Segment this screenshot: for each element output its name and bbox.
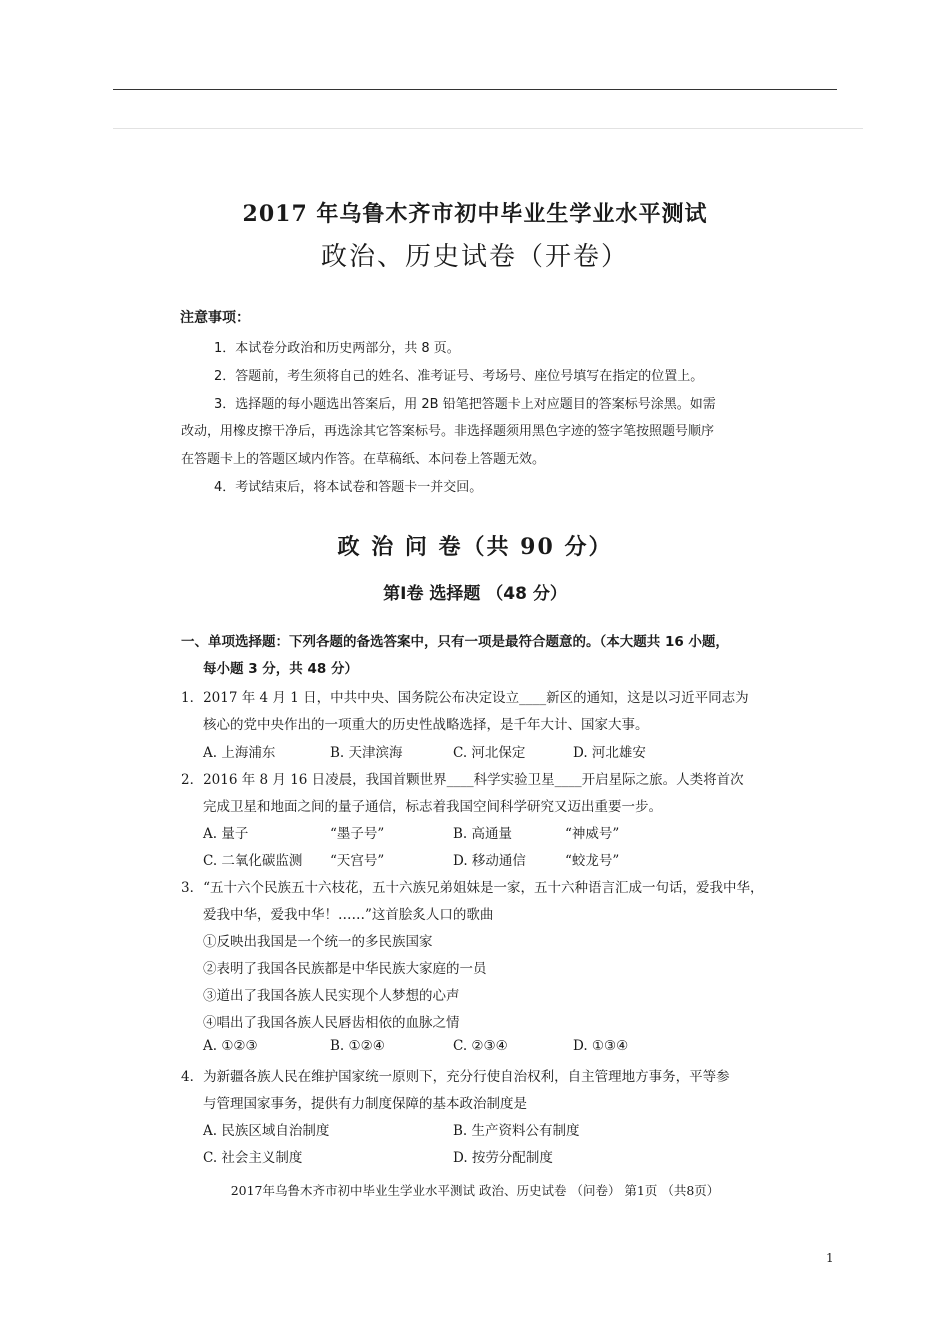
q2-option-c-field: C. 二氧化碳监测: [203, 853, 303, 869]
section-subtitle: 第Ⅰ卷 选择题 （48 分）: [383, 584, 567, 604]
notice-item-3-line1: 3．选择题的每小题选出答案后，用 2B 铅笔把答题卡上对应题目的答案标号涂黑。如需: [214, 397, 716, 412]
page-number: 1: [826, 1251, 834, 1265]
page-footer: 2017年乌鲁木齐市初中毕业生学业水平测试 政治、历史试卷 （问卷） 第1页 （共8页）: [230, 1183, 720, 1198]
q1-line2: 核心的党中央作出的一项重大的历史性战略选择，是千年大计、国家大事。: [203, 717, 649, 733]
q3-option-c: C. ②③④: [453, 1038, 508, 1054]
q4-option-b: B. 生产资料公有制度: [453, 1123, 580, 1139]
q1-option-d: D. 河北雄安: [573, 745, 646, 761]
exam-subtitle: 政治、历史试卷（开卷）: [320, 242, 629, 272]
q3-line1: 3．“五十六个民族五十六枝花，五十六族兄弟姐妹是一家，五十六种语言汇成一句话，爱我中华，: [181, 880, 764, 896]
q3-line2: 爱我中华，爱我中华！……”这首脍炙人口的歌曲: [203, 907, 494, 923]
notice-item-4: 4．考试结束后，将本试卷和答题卡一并交回。: [214, 480, 483, 495]
q3-option-a: A. ①②③: [203, 1038, 258, 1054]
q2-option-b-field: B. 高通量: [453, 826, 513, 842]
q4-line2: 与管理国家事务，提供有力制度保障的基本政治制度是: [203, 1096, 527, 1112]
instruction-line2: 每小题 3 分，共 48 分）: [203, 661, 358, 677]
q2-option-c-satellite: “天宫号”: [330, 853, 385, 869]
q3-statement-1: ①反映出我国是一个统一的多民族国家: [203, 934, 433, 950]
top-rule: [113, 89, 837, 90]
q1-option-b: B. 天津滨海: [330, 745, 403, 761]
q2-option-d-field: D. 移动通信: [453, 853, 526, 869]
notice-heading: 注意事项：: [180, 310, 250, 326]
exam-title: 2017 年乌鲁木齐市初中毕业生学业水平测试: [242, 201, 708, 227]
q4-line1: 4．为新疆各族人民在维护国家统一原则下，充分行使自治权利，自主管理地方事务，平等参: [181, 1069, 730, 1085]
q3-statement-4: ④唱出了我国各族人民唇齿相依的血脉之情: [203, 1015, 460, 1031]
q2-option-a-field: A. 量子: [203, 826, 249, 842]
q1-option-a: A. 上海浦东: [203, 745, 276, 761]
notice-item-3-line3: 在答题卡上的答题区域内作答。在草稿纸、本问卷上答题无效。: [181, 452, 546, 467]
q4-option-c: C. 社会主义制度: [203, 1150, 303, 1166]
q2-option-b-satellite: “神威号”: [565, 826, 620, 842]
q3-option-b: B. ①②④: [330, 1038, 385, 1054]
q2-option-d-satellite: “蛟龙号”: [565, 853, 620, 869]
q2-option-a-satellite: “墨子号”: [330, 826, 385, 842]
q1-line1: 1．2017 年 4 月 1 日，中共中央、国务院公布决定设立____新区的通知，这是以习近平同志为: [181, 690, 749, 706]
q4-option-a: A. 民族区域自治制度: [203, 1123, 330, 1139]
q3-statement-2: ②表明了我国各民族都是中华民族大家庭的一员: [203, 961, 487, 977]
instruction-line1: 一、单项选择题：下列各题的备选答案中，只有一项是最符合题意的。（本大题共 16 小题，: [181, 634, 729, 650]
notice-item-3-line2: 改动，用橡皮擦干净后，再选涂其它答案标号。非选择题须用黑色字迹的签字笔按照题号顺序: [181, 424, 715, 439]
section-title: 政 治 问 卷（共 90 分）: [337, 534, 613, 560]
q3-option-d: D. ①③④: [573, 1038, 629, 1054]
q4-option-d: D. 按劳分配制度: [453, 1150, 553, 1166]
notice-item-1: 1．本试卷分政治和历史两部分，共 8 页。: [214, 341, 460, 356]
q2-line2: 完成卫星和地面之间的量子通信，标志着我国空间科学研究又迈出重要一步。: [203, 799, 662, 815]
q2-line1: 2．2016 年 8 月 16 日凌晨，我国首颗世界____科学实验卫星____开启星际之旅。人类将首次: [181, 772, 744, 788]
q1-option-c: C. 河北保定: [453, 745, 526, 761]
q3-statement-3: ③道出了我国各族人民实现个人梦想的心声: [203, 988, 460, 1004]
faint-rule: [113, 128, 863, 129]
notice-item-2: 2．答题前，考生须将自己的姓名、准考证号、考场号、座位号填写在指定的位置上。: [214, 369, 704, 384]
